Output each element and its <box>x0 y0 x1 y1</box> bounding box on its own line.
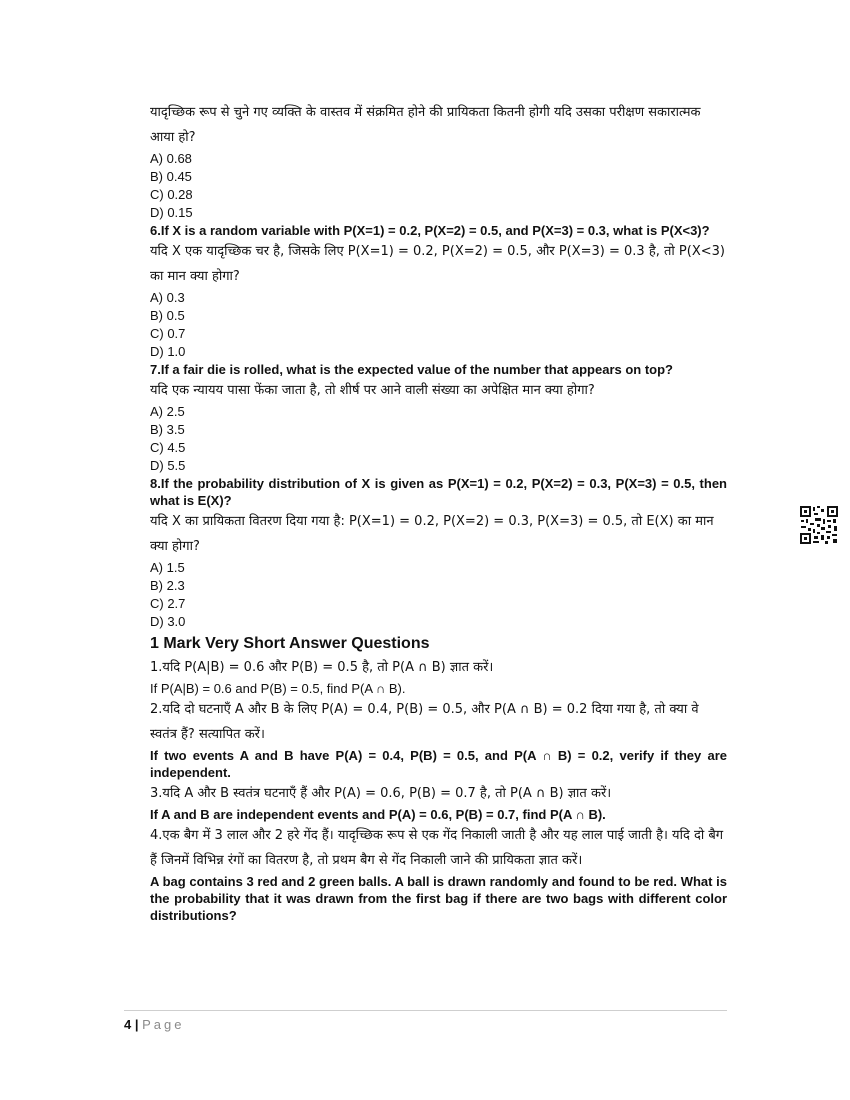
page-content <box>150 100 727 924</box>
q5-option-a: A) 0.68 <box>150 151 192 166</box>
q6-hindi: यदि X एक यादृच्छिक चर है, जिसके लिए P(X=1) = 0.2, P(X=2) = 0.5, और P(X=3) = 0.3 है, तो P(X<3) का मान क्या होगा? <box>150 244 725 284</box>
s1-english: If P(A|B) = 0.6 and P(B) = 0.5, find P(A ∩ B). <box>150 681 406 696</box>
s2-hindi: 2.यदि दो घटनाएँ A और B के लिए P(A) = 0.4, P(B) = 0.5, और P(A ∩ B) = 0.2 दिया गया है, तो क्या वे स्वतंत्र हैं? सत्यापित करें। <box>150 702 699 742</box>
q5-option-c: C) 0.28 <box>150 187 193 202</box>
q8-hindi: यदि X का प्रायिकता वितरण दिया गया है: P(X=1) = 0.2, P(X=2) = 0.3, P(X=3) = 0.5, तो E(X) का मान क्या होगा? <box>150 514 714 554</box>
q8-english: 8.If the probability distribution of X is given as P(X=1) = 0.2, P(X=2) = 0.3, P(X=3) = 0.5, then what is E(X)? <box>150 476 727 508</box>
q6-options <box>150 289 727 361</box>
q8-option-a: A) 1.5 <box>150 560 185 575</box>
s4-hindi: 4.एक बैग में 3 लाल और 2 हरे गेंद हैं। यादृच्छिक रूप से एक गेंद निकाली जाती है और यह लाल पाई जाती है। यदि दो बैग हैं जिनमें विभिन्न रंगों का वितरण है, तो प्रथम बैग से गेंद निकाली जाने की प्रायिकता ज्ञात करें। <box>150 828 724 868</box>
s2-english: If two events A and B have P(A) = 0.4, P(B) = 0.5, and P(A ∩ B) = 0.2, verify if they are independent. <box>150 748 727 780</box>
q6-english: 6.If X is a random variable with P(X=1) = 0.2, P(X=2) = 0.5, and P(X=3) = 0.3, what is P(X<3)? <box>150 223 710 238</box>
footer-separator: | <box>134 1017 139 1032</box>
q6-option-b: B) 0.5 <box>150 308 185 323</box>
q5-option-d: D) 0.15 <box>150 205 193 220</box>
page-number: 4 <box>124 1017 132 1032</box>
q7-option-b: B) 3.5 <box>150 422 185 437</box>
q8-option-c: C) 2.7 <box>150 596 186 611</box>
q7-option-c: C) 4.5 <box>150 440 186 455</box>
q6-option-a: A) 0.3 <box>150 290 185 305</box>
q8-options <box>150 559 727 631</box>
q7-options <box>150 403 727 475</box>
q6-option-d: D) 1.0 <box>150 344 186 359</box>
s4-english: A bag contains 3 red and 2 green balls. A ball is drawn randomly and found to be red. What is the probability that it was drawn from the first bag if there are two bags with different color distributions? <box>150 874 727 923</box>
page-footer <box>124 1010 727 1032</box>
q8-option-d: D) 3.0 <box>150 614 186 629</box>
q7-option-a: A) 2.5 <box>150 404 185 419</box>
s3-hindi: 3.यदि A और B स्वतंत्र घटनाएँ हैं और P(A) = 0.6, P(B) = 0.7 है, तो P(A ∩ B) ज्ञात करें। <box>150 786 612 801</box>
q8-option-b: B) 2.3 <box>150 578 185 593</box>
q7-option-d: D) 5.5 <box>150 458 186 473</box>
q7-english: 7.If a fair die is rolled, what is the expected value of the number that appears on top? <box>150 362 673 377</box>
q5-options <box>150 150 727 222</box>
s3-english: If A and B are independent events and P(A) = 0.6, P(B) = 0.7, find P(A ∩ B). <box>150 807 606 822</box>
qr-code-icon <box>799 505 839 545</box>
q5-hindi: यादृच्छिक रूप से चुने गए व्यक्ति के वास्तव में संक्रमित होने की प्रायिकता कितनी होगी यदि उसका परीक्षण सकारात्मक आया हो? <box>150 105 701 145</box>
section-heading: 1 Mark Very Short Answer Questions <box>150 635 430 652</box>
page-label: Page <box>142 1017 185 1032</box>
q5-option-b: B) 0.45 <box>150 169 192 184</box>
s1-hindi: 1.यदि P(A|B) = 0.6 और P(B) = 0.5 है, तो P(A ∩ B) ज्ञात करें। <box>150 660 494 675</box>
q6-option-c: C) 0.7 <box>150 326 186 341</box>
q7-hindi: यदि एक न्यायय पासा फेंका जाता है, तो शीर्ष पर आने वाली संख्या का अपेक्षित मान क्या होगा? <box>150 383 595 398</box>
